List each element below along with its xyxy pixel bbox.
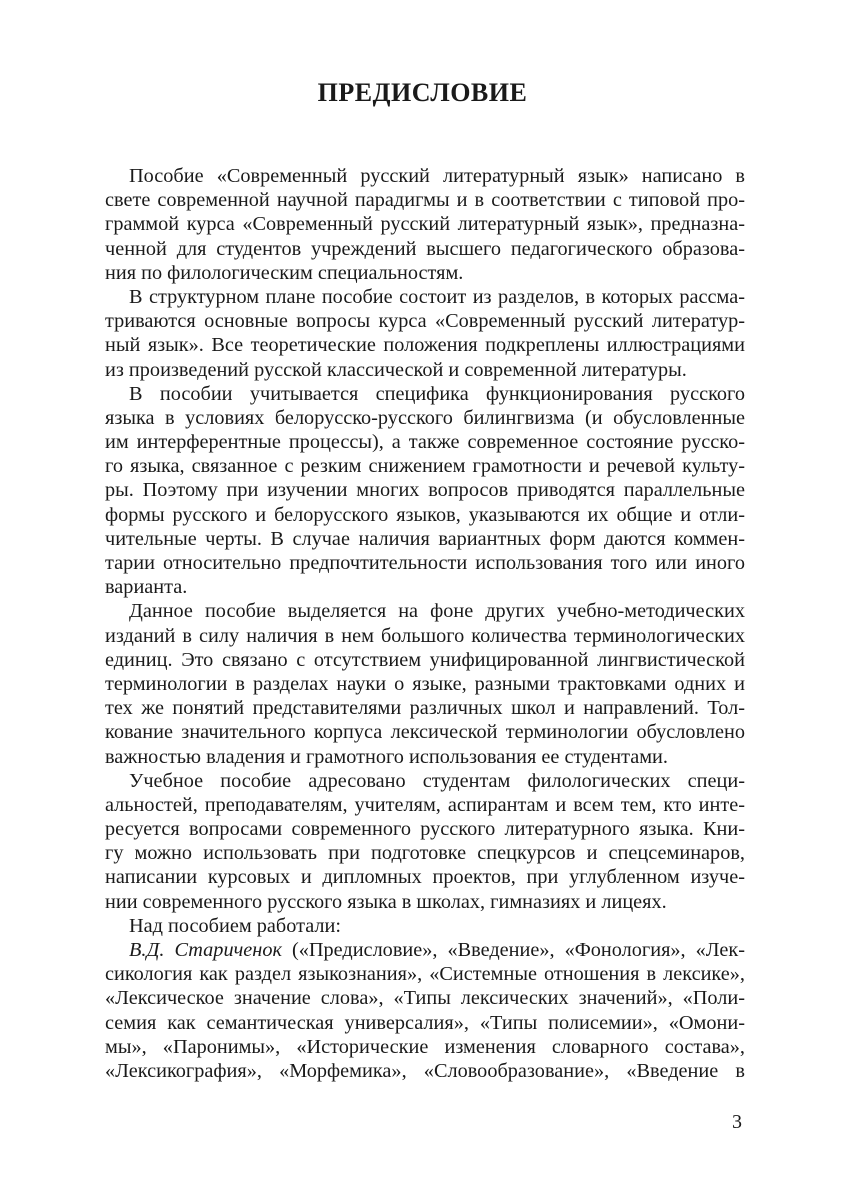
text-line: Над пособием работали: <box>129 914 341 937</box>
text-line: свете современной научной парадигмы и в соответствии с типовой про- <box>105 189 745 212</box>
text-line: из произведений русской классической и современной литературы. <box>105 358 687 381</box>
text-line: ния по филологическим специальностям. <box>105 261 464 284</box>
text-line: терминологии в разделах науки о языке, разными трактовками одних и <box>105 672 745 695</box>
text-line: написании курсовых и дипломных проектов, при углубленном изуче- <box>105 866 745 889</box>
text-line: Учебное пособие адресовано студентам филологических специ- <box>129 769 745 792</box>
page-title: ПРЕДИСЛОВИЕ <box>317 78 528 107</box>
text-line: им интерферентные процессы), а также современное состояние русско- <box>105 431 745 454</box>
text-line: тех же понятий представителями различных школ и направлений. Тол- <box>105 697 745 720</box>
text-line: триваются основные вопросы курса «Современный русский литератур- <box>105 310 745 333</box>
text-line: В структурном плане пособие состоит из разделов, в которых рассма- <box>129 285 745 308</box>
text-line: формы русского и белорусского языков, указываются их общие и отли- <box>105 503 745 526</box>
text-line: го языка, связанное с резким снижением грамотности и речевой культу- <box>105 455 745 478</box>
text-line: тарии относительно предпочтительности использования того или иного <box>105 552 745 574</box>
author-name: В.Д. Стариченок <box>129 939 282 961</box>
text-line: нии современного русского языка в школах, гимназиях и лицеях. <box>105 890 667 913</box>
text-line: варианта. <box>105 576 188 599</box>
text-line: чительные черты. В случае наличия вариантных форм даются коммен- <box>105 527 745 550</box>
text-line: граммой курса «Современный русский литературный язык», предназна- <box>105 213 745 236</box>
text-line: сикология как раздел языкознания», «Системные отношения в лексике», <box>105 963 745 986</box>
text-line: ный язык». Все теоретические положения подкреплены иллюстрациями <box>105 334 745 357</box>
text-line: ченной для студентов учреждений высшего педагогического образова- <box>105 237 745 260</box>
text-line <box>105 938 745 962</box>
text-line: ры. Поэтому при изучении многих вопросов приводятся параллельные <box>105 479 745 502</box>
text-line: «Лексическое значение слова», «Типы лексических значений», «Поли- <box>105 987 745 1010</box>
text-line: мы», «Паронимы», «Исторические изменения словарного состава», <box>105 1035 745 1058</box>
body-text <box>105 164 745 1083</box>
text-line: изданий в силу наличия в нем большого количества терминологических <box>105 624 745 647</box>
text-line: единиц. Это связано с отсутствием унифицированной лингвистической <box>105 648 745 671</box>
text-line: ресуется вопросами современного русского литературного языка. Кни- <box>105 818 745 841</box>
page-number: 3 <box>732 1111 742 1133</box>
text-line: «Лексикография», «Морфемика», «Словообразование», «Введение в <box>105 1059 745 1082</box>
text-line: важностью владения и грамотного использования ее студентами. <box>105 745 668 768</box>
text-line: В пособии учитывается специфика функционирования русского <box>129 382 745 405</box>
text-line: Пособие «Современный русский литературный язык» написано в <box>129 165 745 187</box>
author-sections: («Предисловие», «Введение», «Фонология», «Лек- <box>281 939 745 961</box>
text-line: языка в условиях белорусско-русского билингвизма (и обусловленные <box>105 406 745 429</box>
text-line: альностей, преподавателям, учителям, аспирантам и всем тем, кто инте- <box>105 793 745 816</box>
text-line: Данное пособие выделяется на фоне других учебно-методических <box>129 600 745 623</box>
text-line: кование значительного корпуса лексической терминологии обусловлено <box>105 721 745 744</box>
text-line: семия как семантическая универсалия», «Типы полисемии», «Омони- <box>105 1011 745 1034</box>
text-line: гу можно использовать при подготовке спецкурсов и спецсеминаров, <box>105 842 745 865</box>
